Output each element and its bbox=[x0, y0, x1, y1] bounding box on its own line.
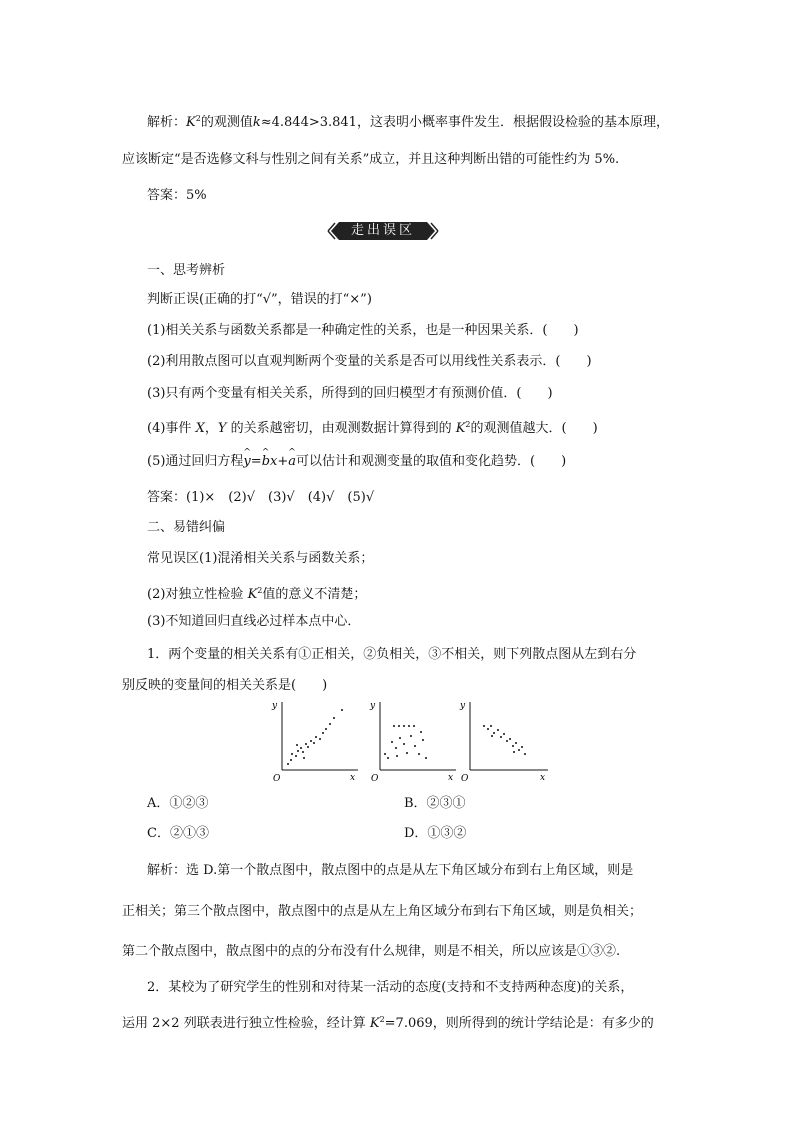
origin-label: O bbox=[461, 774, 469, 782]
item-2: (2)利用散点图可以直观判断两个变量的关系是否可以用线性关系表示．( ) bbox=[147, 354, 592, 369]
option-b[interactable]: B．②③① bbox=[404, 796, 466, 811]
option-d[interactable]: D．①③② bbox=[404, 826, 467, 841]
item-4: (4)事件 X，Y 的关系越密切，由观测数据计算得到的 $K^2$的观测值越大．( ) bbox=[147, 420, 598, 436]
x-axis-label: x bbox=[448, 773, 454, 782]
analysis-line-1: 解析：$K^2$的观测值k≈4.844>3.841，这表明小概率事件发生．根据假设检验的基本原理， bbox=[147, 114, 669, 130]
y-axis-label: y bbox=[272, 701, 278, 711]
scatter-plot-none bbox=[366, 696, 458, 782]
section2-line-2: (2)对独立性检验 $K^2$值的意义不清楚； bbox=[147, 586, 367, 602]
question2-line-2: 运用 2×2 列联表进行独立性检验，经计算 $K^2=7.069$，则所得到的统计学结论是：有多少的 bbox=[122, 1015, 654, 1031]
section1-title: 一、思考辨析 bbox=[147, 263, 226, 278]
section-banner bbox=[327, 220, 439, 242]
analysis2-line-2: 正相关；第三个散点图中，散点图中的点是从左上角区域分布到右下角区域，则是负相关； bbox=[122, 904, 643, 919]
banner-title: 走出误区 bbox=[350, 223, 415, 238]
y-axis-label: y bbox=[370, 701, 376, 711]
x-axis-label: x bbox=[540, 773, 546, 782]
option-c[interactable]: C．②①③ bbox=[147, 826, 209, 841]
item-5: (5)通过回归方程^ y=^ bx+^ a可以估计和观测变量的取值和变化趋势．( ) bbox=[147, 453, 566, 471]
origin-label: O bbox=[273, 774, 281, 782]
item-1: (1)相关关系与函数关系都是一种确定性的关系，也是一种因果关系．( ) bbox=[147, 323, 579, 338]
section2-line-3: (3)不知道回归直线必过样本点中心． bbox=[147, 614, 361, 629]
scatter-plot-negative bbox=[456, 696, 550, 782]
section1-intro: 判断正误(正确的打“√”，错误的打“×”) bbox=[147, 292, 372, 307]
section1-answer: 答案：(1)× (2)√ (3)√ (4)√ (5)√ bbox=[147, 490, 375, 505]
question2-line-1: 2．某校为了研究学生的性别和对待某一活动的态度(支持和不支持两种态度)的关系， bbox=[147, 980, 634, 995]
analysis-line-2: 应该断定“是否选修文科与性别之间有关系”成立，并且这种判断出错的可能性约为 5%. bbox=[122, 152, 620, 167]
x-axis-label: x bbox=[350, 773, 356, 782]
analysis2-line-3: 第二个散点图中，散点图中的点的分布没有什么规律，则是不相关，所以应该是①③②. bbox=[122, 944, 621, 959]
answer-1: 答案：5% bbox=[147, 188, 207, 203]
question1-line-2: 别反映的变量间的相关关系是( ) bbox=[122, 678, 328, 693]
question1-line-1: 1．两个变量的相关关系有①正相关，②负相关，③不相关，则下列散点图从左到右分 bbox=[147, 647, 637, 662]
section2-line-1: 常见误区(1)混淆相关关系与函数关系； bbox=[147, 551, 374, 566]
item-3: (3)只有两个变量有相关关系，所得到的回归模型才有预测价值．( ) bbox=[147, 386, 553, 401]
y-axis-label: y bbox=[460, 701, 466, 711]
scatter-plot-positive bbox=[268, 696, 360, 782]
origin-label: O bbox=[371, 774, 379, 782]
option-a[interactable]: A．①②③ bbox=[147, 796, 209, 811]
analysis2-line-1: 解析：选 D.第一个散点图中，散点图中的点是从左下角区域分布到右上角区域，则是 bbox=[147, 863, 634, 878]
section2-title: 二、易错纠偏 bbox=[147, 520, 226, 535]
